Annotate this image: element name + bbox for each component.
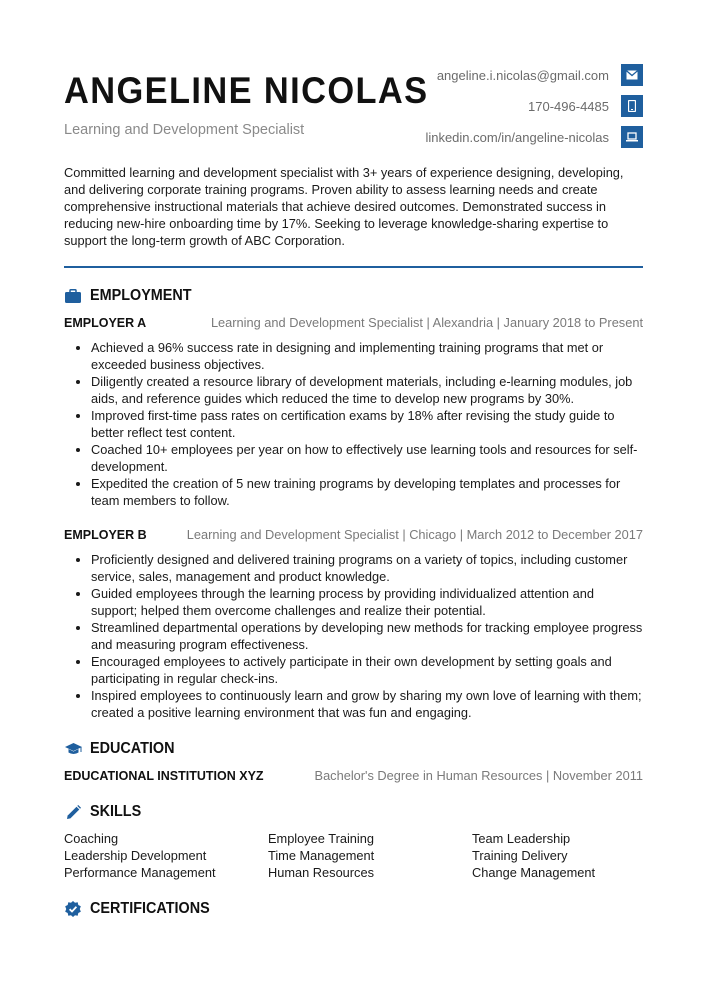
skill-item: Time Management — [268, 848, 375, 863]
skill-item: Leadership Development — [64, 848, 207, 863]
list-item: • Coached 10+ employees per year on how to effectively use learning tools and resources for self-development. — [91, 441, 643, 475]
list-item: • Diligently created a resource library of development materials, including e-learning modules, job aids, and reference guides which reduced the time to develop new programs by 30%. — [91, 373, 643, 407]
skills-heading — [64, 801, 147, 823]
skill-item: Training Delivery — [472, 848, 568, 863]
graduation-cap-icon — [64, 740, 82, 758]
degree-meta: Bachelor's Degree in Human Resources | November 2011 — [314, 768, 643, 783]
list-item: • Expedited the creation of 5 new training programs by developing templates and processes for team members to follow. — [91, 475, 643, 509]
skill-item: Performance Management — [64, 865, 216, 880]
job-meta: Learning and Development Specialist | Chicago | March 2012 to December 2017 — [186, 527, 643, 542]
institution-name: EDUCATIONAL INSTITUTION XYZ — [64, 769, 264, 783]
contact-linkedin[interactable]: linkedin.com/in/angeline-nicolas — [425, 129, 609, 145]
contact-block — [343, 64, 643, 157]
job-header — [64, 527, 643, 542]
candidate-title: Learning and Development Specialist — [64, 122, 305, 138]
list-item: • Encouraged employees to actively participate in their own development by setting goals and participating in regular check-ins. — [91, 653, 643, 687]
skill-item: Team Leadership — [472, 831, 571, 846]
contact-email[interactable]: angeline.i.nicolas@gmail.com — [436, 67, 609, 83]
professional-summary: Committed learning and development specialist with 3+ years of experience designing, developing, and delivering corporate training programs. Proven ability to assess learning needs and create comprehensive instructional materials that achieve desired outcomes. Demonstrated success in reducing new-hire onboarding time by 17%. Seeking to leverage knowledge-sharing expertise to support the long-term growth of ABC Corporation. — [64, 165, 624, 248]
resume-page — [64, 0, 643, 1000]
job-header — [64, 315, 643, 330]
education-title: EDUCATION — [90, 740, 175, 757]
list-item: • Guided employees through the learning process by providing individualized attention and support; helped them overcome challenges and realize their potential. — [91, 585, 643, 619]
employer-name: EMPLOYER A — [64, 316, 147, 330]
briefcase-icon — [64, 287, 82, 305]
list-item: • Proficiently designed and delivered training programs on a variety of topics, including customer service, sales, management and product knowledge. — [91, 551, 643, 585]
skills-title: SKILLS — [90, 803, 142, 820]
employer-name: EMPLOYER B — [64, 528, 147, 542]
mobile-phone-icon — [621, 95, 643, 117]
skill-item: Employee Training — [268, 831, 374, 846]
list-item: • Streamlined departmental operations by developing new methods for tracking employee progress and measuring program effectiveness. — [91, 619, 643, 653]
envelope-icon — [621, 64, 643, 86]
job-bullets — [64, 339, 643, 509]
skill-item: Human Resources — [268, 865, 374, 880]
employment-heading — [64, 285, 203, 307]
laptop-icon — [621, 126, 643, 148]
list-item: • Achieved a 96% success rate in designing and implementing training programs that met or exceeded business objectives. — [91, 339, 643, 373]
job-bullets — [64, 551, 643, 721]
header-divider — [64, 266, 643, 268]
certifications-heading — [64, 898, 223, 920]
list-item: • Improved first-time pass rates on certification exams by 18% after revising the study guide to better reflect test content. — [91, 407, 643, 441]
skills-grid — [64, 830, 643, 881]
education-heading — [64, 738, 184, 760]
employment-title: EMPLOYMENT — [90, 287, 192, 304]
education-entry — [64, 768, 643, 783]
verified-badge-icon — [64, 900, 82, 918]
contact-phone[interactable]: 170-496-4485 — [528, 98, 609, 114]
certifications-title: CERTIFICATIONS — [90, 900, 210, 917]
contact-linkedin-row[interactable] — [343, 126, 643, 148]
contact-email-row[interactable] — [343, 64, 643, 86]
skill-item: Change Management — [472, 865, 596, 880]
job-meta: Learning and Development Specialist | Alexandria | January 2018 to Present — [210, 315, 643, 330]
pencil-icon — [64, 803, 82, 821]
contact-phone-row[interactable] — [343, 95, 643, 117]
list-item: • Inspired employees to continuously learn and grow by sharing my own love of learning with them; created a positive learning environment that was fun and engaging. — [91, 687, 643, 721]
skill-item: Coaching — [64, 831, 119, 846]
candidate-name: ANGELINE NICOLAS — [64, 70, 429, 111]
